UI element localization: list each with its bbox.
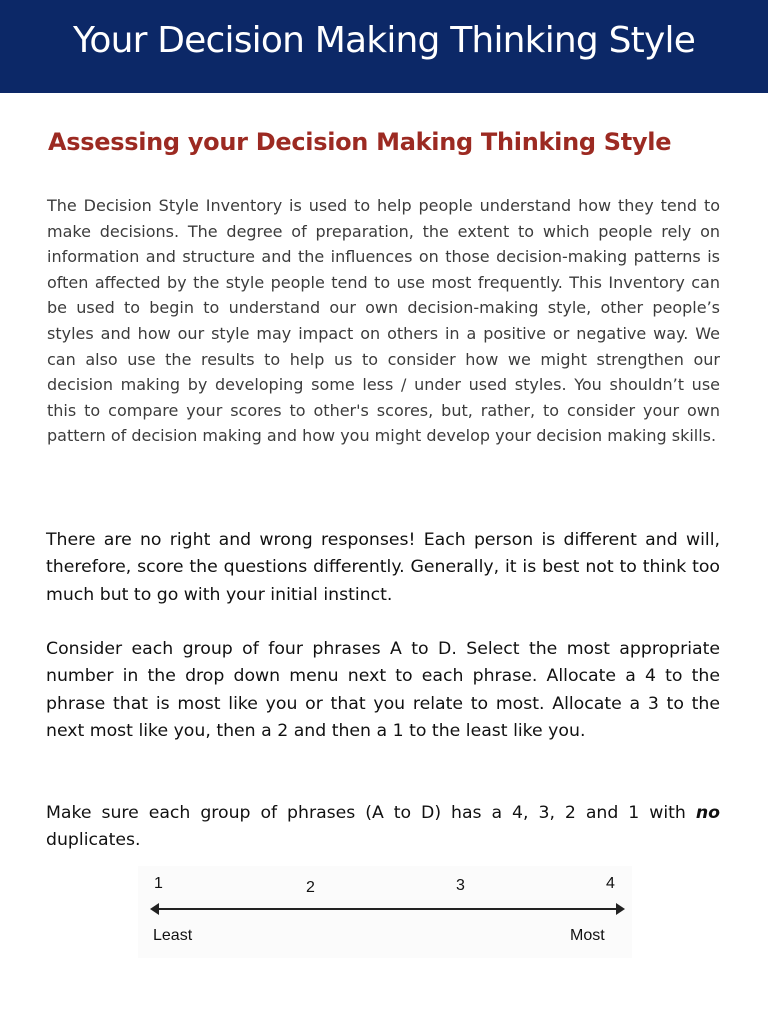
emphasis-no: no bbox=[695, 803, 720, 823]
scale-number-3: 3 bbox=[456, 877, 465, 894]
title-banner bbox=[0, 0, 768, 93]
page-title: Your Decision Making Thinking Style bbox=[72, 20, 696, 61]
scale-label-least: Least bbox=[153, 927, 193, 944]
scale-label-most: Most bbox=[570, 927, 605, 944]
scale-axis-line bbox=[154, 908, 622, 910]
section-heading: Assessing your Decision Making Thinking Style bbox=[48, 128, 672, 156]
scale-number-2: 2 bbox=[306, 879, 315, 896]
instructions-paragraph-3 bbox=[46, 800, 720, 855]
intro-paragraph: The Decision Style Inventory is used to help people understand how they tend to make decisions. The degree of preparation, the extent to which people rely on information and structure and the influences on those decision-making patterns is often affected by the style people tend to use most frequently. This Inventory can be used to begin to understand our own decision-making style, other people’s styles and how our style may impact on others in a positive or negative way. We can also use the results to help us to consider how we might strengthen our decision making by developing some less / under used styles. You shouldn’t use this to compare your scores to other's scores, but, rather, to consider your own pattern of decision making and how you might develop your decision making skills. bbox=[47, 196, 720, 446]
instructions-text-before: Make sure each group of phrases (A to D) has a 4, 3, 2 and 1 with bbox=[46, 803, 696, 823]
instructions-paragraph-1: There are no right and wrong responses! Each person is different and will, therefore, score the questions differently. Generally, it is best not to think too much but to go with your initial instinct. bbox=[46, 530, 720, 605]
instructions-text-after: duplicates. bbox=[46, 830, 141, 851]
scale-number-4: 4 bbox=[606, 875, 615, 892]
rating-scale bbox=[138, 866, 632, 958]
instructions-paragraph-2: Consider each group of four phrases A to D. Select the most appropriate number in the drop down menu next to each phrase. Allocate a 4 to the phrase that is most like you or that you relate to most. Allocate a 3 to the next most like you, then a 2 and then a 1 to the least like you. bbox=[46, 639, 720, 741]
arrow-right-icon bbox=[616, 903, 625, 915]
scale-number-1: 1 bbox=[154, 875, 163, 892]
